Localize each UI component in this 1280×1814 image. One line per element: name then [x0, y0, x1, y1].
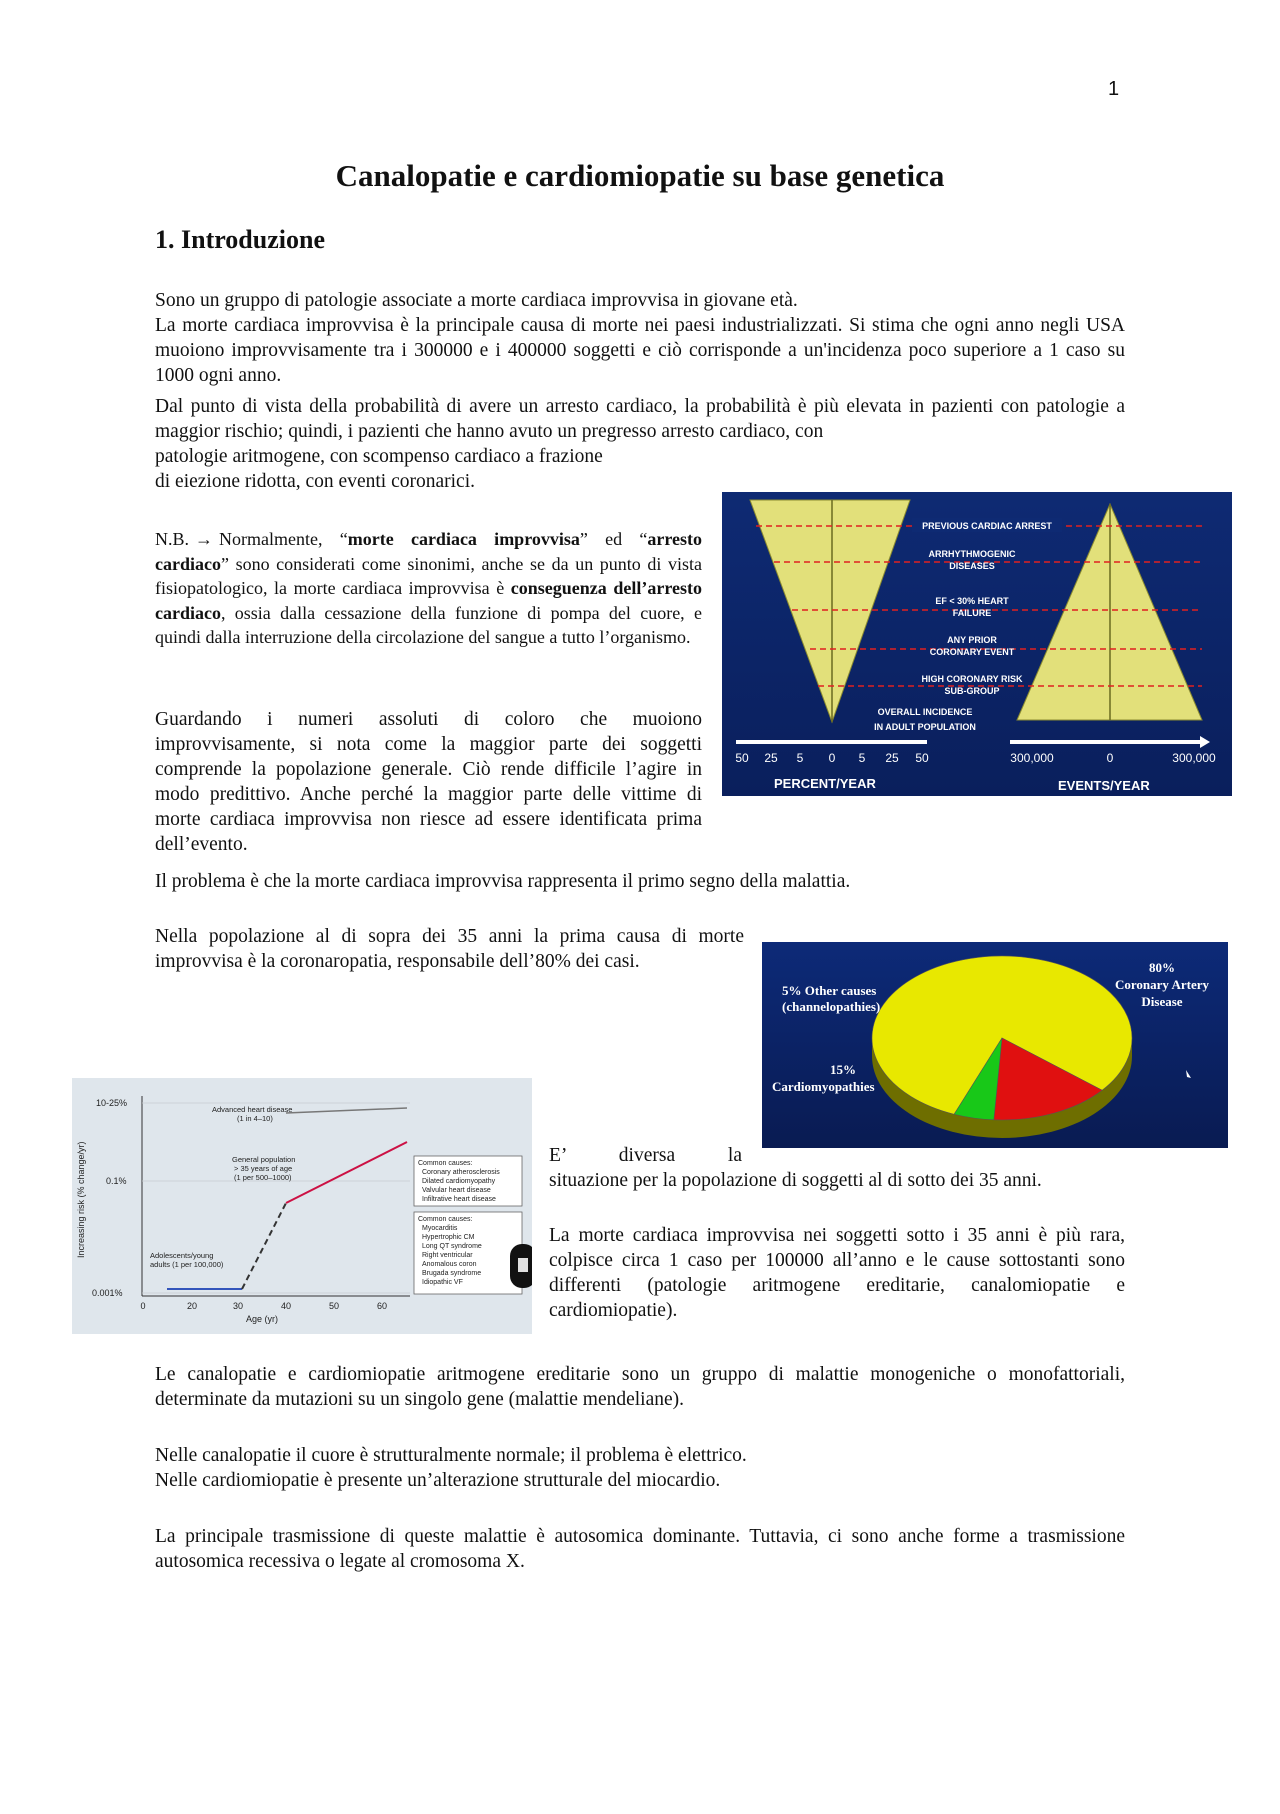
inverted-triangle	[750, 500, 910, 722]
nb-text: , ossia dalla cessazione della funzione di pompa del cuore, e quindi dalla interruzione della circolazione del sangue a tutto l’organismo.	[155, 602, 702, 647]
nb-text: Normalmente, “	[219, 529, 348, 549]
section-heading: 1. Introduzione	[155, 225, 325, 254]
under35-paragraph-start: E’ diversa la	[549, 1145, 742, 1166]
box-line: Right ventricular	[422, 1252, 473, 1259]
monogenic-paragraph: Le canalopatie e cardiomiopatie aritmogene ereditarie sono un gruppo di malattie monogeniche o monofattoriali, determinate da mutazioni su un singolo gene (malattie mendeliane).	[155, 1364, 1125, 1410]
events-year-label: EVENTS/YEAR	[1058, 778, 1150, 793]
nb-bold-term: arresto cardiaco	[155, 529, 703, 574]
cursor-icon	[1186, 1070, 1191, 1078]
box-line: Hypertrophic CM	[422, 1234, 475, 1241]
axis-tick: 5	[858, 751, 866, 765]
pie-label: 15%	[830, 1062, 856, 1077]
transition-line	[242, 1203, 286, 1289]
general-population-line	[286, 1142, 407, 1203]
x-tick: 60	[376, 1301, 388, 1311]
absolute-numbers-paragraph: Guardando i numeri assoluti di coloro che muoiono improvvisamente, si nota come la maggior parte dei soggetti comprende la popolazione generale. Ciò rende difficile l’agire in modo predittivo. Anche perché la maggior parte delle vittime di morte cardiaca improvvisa non riesce ad essere identificata prima dell’evento.	[155, 709, 702, 855]
box-line: Idiopathic VF	[422, 1279, 463, 1286]
pie-label: 80%	[1149, 960, 1175, 975]
x-tick: 0	[140, 1301, 146, 1311]
probability-paragraph-end: di eiezione ridotta, con eventi coronarici.	[155, 471, 475, 492]
axis-tick: 25	[764, 751, 778, 765]
annotation: (1 per 500–1000)	[234, 1173, 292, 1182]
pie-label: Disease	[1141, 994, 1183, 1009]
row-label: IN ADULT POPULATION	[874, 722, 976, 732]
intro-paragraph: Sono un gruppo di patologie associate a morte cardiaca improvvisa in giovane età.	[155, 290, 798, 311]
row-label: OVERALL INCIDENCE	[877, 707, 973, 717]
cardiomyopathy-paragraph: Nelle cardiomiopatie è presente un’alterazione strutturale del miocardio.	[155, 1470, 721, 1491]
pie-label: (channelopathies)	[782, 999, 881, 1014]
box-line: Valvular heart disease	[422, 1187, 491, 1194]
causes-pie-chart	[762, 942, 1228, 1148]
row-label: CORONARY EVENT	[929, 647, 1015, 657]
pie-label: 5% Other causes	[782, 983, 877, 998]
annotation: General population	[232, 1155, 296, 1164]
nb-note	[155, 527, 702, 650]
problem-paragraph: Il problema è che la morte cardiaca improvvisa rappresenta il primo segno della malattia.	[155, 871, 851, 892]
box-line: Dilated cardiomyopathy	[422, 1178, 496, 1185]
axis-tick: 25	[885, 751, 899, 765]
arrow-right-icon: →	[195, 529, 214, 549]
box-line: Anomalous coron	[422, 1261, 477, 1268]
probability-paragraph-cont: patologie aritmogene, con scompenso cardiaco a frazione	[155, 446, 603, 467]
axis-tick: 5	[796, 751, 804, 765]
channelopathy-paragraph: Nelle canalopatie il cuore è strutturalmente normale; il problema è elettrico.	[155, 1445, 747, 1466]
arrow-right-icon	[1200, 736, 1210, 748]
box-line: Myocarditis	[422, 1225, 458, 1232]
under35-paragraph: situazione per la popolazione di soggetti al di sotto dei 35 anni.	[549, 1170, 1042, 1191]
row-label: ANY PRIOR	[947, 635, 997, 645]
x-tick: 30	[232, 1301, 244, 1311]
row-label: ARRHYTHMOGENIC	[928, 549, 1016, 559]
box-line: Common causes:	[418, 1216, 473, 1223]
nb-text: ” sono considerati come sinonimi, anche se da un punto di vista fisiopatologico, la morte cardiaca improvvisa è	[155, 553, 702, 598]
row-label: HIGH CORONARY RISK	[921, 674, 1023, 684]
probability-paragraph: Dal punto di vista della probabilità di avere un arresto cardiaco, la probabilità è più elevata in pazienti con patologie a maggior rischio; quindi, i pazienti che hanno avuto un pregresso arresto cardiaco, con	[155, 396, 1125, 442]
row-label: EF < 30% HEART	[935, 596, 1009, 606]
page-title: Canalopatie e cardiomiopatie su base genetica	[335, 158, 945, 193]
pie-label: Cardiomyopathies	[772, 1079, 875, 1094]
row-label: PREVIOUS CARDIAC ARREST	[922, 521, 1052, 531]
axis-tick: 50	[735, 751, 749, 765]
annotation: Adolescents/young	[150, 1251, 214, 1260]
y-tick: 0.001%	[92, 1288, 123, 1298]
axis-tick: 0	[828, 751, 836, 765]
annotation: Advanced heart disease	[212, 1105, 293, 1114]
axis-tick: 0	[1106, 751, 1114, 765]
x-tick: 20	[186, 1301, 198, 1311]
risk-pyramid-figure	[722, 492, 1232, 796]
percent-year-label: PERCENT/YEAR	[774, 776, 876, 791]
advanced-disease-line	[286, 1108, 407, 1113]
annotation: (1 in 4–10)	[237, 1114, 273, 1123]
stop-icon	[518, 1258, 528, 1272]
box-line: Long QT syndrome	[422, 1243, 482, 1250]
y-axis-label: Increasing risk (% change/yr)	[76, 1141, 86, 1258]
box-line: Coronary atherosclerosis	[422, 1169, 500, 1176]
axis-tick: 300,000	[1172, 751, 1216, 765]
x-axis-label: Age (yr)	[245, 1314, 279, 1324]
over35-paragraph: Nella popolazione al di sopra dei 35 anni la prima causa di morte improvvisa è la coronaropatia, responsabile dell’80% dei casi.	[155, 926, 744, 972]
x-tick: 50	[328, 1301, 340, 1311]
axis-tick: 300,000	[1010, 751, 1054, 765]
nb-bold-term: morte cardiaca improvvisa	[347, 529, 580, 549]
nb-bold-term: conseguenza dell’arresto cardiaco	[155, 578, 702, 623]
row-label: DISEASES	[949, 561, 995, 571]
x-tick: 40	[280, 1301, 292, 1311]
annotation: > 35 years of age	[234, 1164, 293, 1173]
risk-age-chart	[72, 1078, 532, 1334]
transmission-paragraph: La principale trasmissione di queste malattie è autosomica dominante. Tuttavia, ci sono anche forme a trasmissione autosomica recessiva o legate al cromosoma X.	[155, 1526, 1125, 1572]
y-tick: 0.1%	[106, 1176, 127, 1186]
y-tick: 10-25%	[96, 1098, 128, 1108]
row-label: SUB-GROUP	[944, 686, 1000, 696]
box-line: Common causes:	[418, 1160, 473, 1167]
rare-paragraph: La morte cardiaca improvvisa nei soggetti sotto i 35 anni è più rara, colpisce circa 1 caso per 100000 all’anno e le cause sottostanti sono differenti (patologie aritmogene ereditarie, canalomiopatie e cardiomiopatie).	[549, 1225, 1125, 1321]
pie-label: Coronary Artery	[1115, 977, 1209, 992]
box-line: Brugada syndrome	[422, 1270, 482, 1277]
nb-text: ” ed “	[579, 529, 648, 549]
axis-tick: 50	[915, 751, 929, 765]
nb-prefix: N.B.	[155, 529, 190, 549]
box-line: Infiltrative heart disease	[422, 1196, 496, 1203]
row-label: FAILURE	[952, 608, 992, 618]
annotation: adults (1 per 100,000)	[150, 1260, 224, 1269]
page-number: 1	[1108, 78, 1120, 100]
sudden-death-paragraph: La morte cardiaca improvvisa è la principale causa di morte nei paesi industrializzati. Si stima che ogni anno negli USA muoiono improvvisamente tra i 300000 e i 400000 soggetti e ciò corrisponde a un'incidenza poco superiore a 1 caso su 1000 ogni anno.	[155, 315, 1125, 386]
